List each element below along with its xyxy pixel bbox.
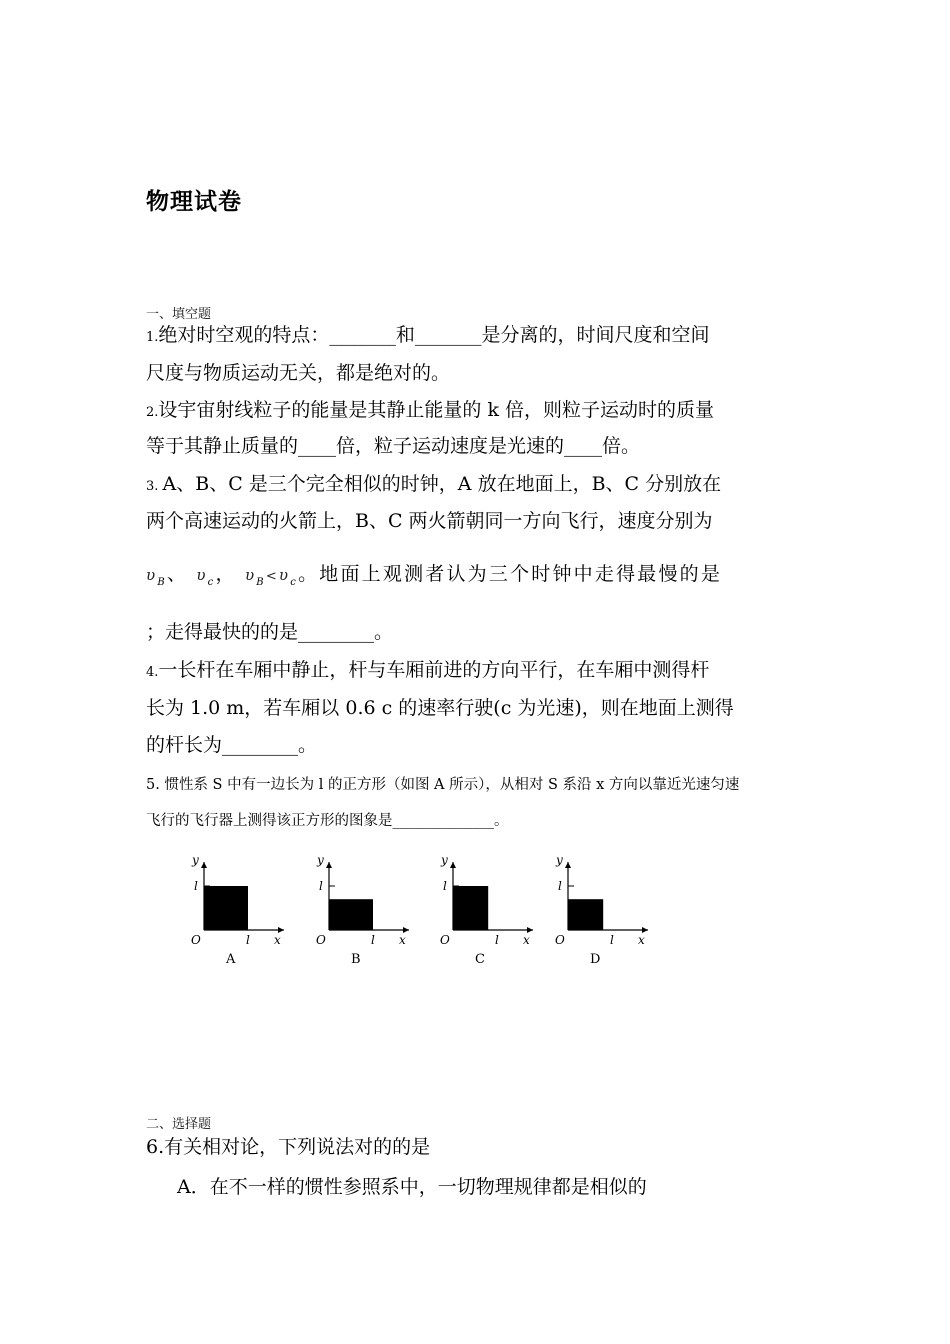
measured-square <box>329 899 373 930</box>
question-4-line-3 <box>146 733 317 757</box>
velocity-subscript: c <box>290 576 299 588</box>
question-3-line-2: 两个高速运动的火箭上，B、C 两火箭朝同一方向飞行，速度分别为 <box>146 510 713 532</box>
question-4-line-2: 长为 1.0 m，若车厢以 0.6 c 的速率行驶(c 为光速)，则在地面上测得 <box>146 697 734 719</box>
velocity-subscript: B <box>157 576 167 588</box>
origin-label: O <box>555 933 565 947</box>
x-length-label: l <box>495 933 499 947</box>
measured-square <box>453 886 488 930</box>
q2-text-b: 倍，粒子运动速度是光速的 <box>336 435 565 457</box>
velocity-symbol: υ <box>196 566 208 584</box>
q3-line4-b: 。 <box>374 621 394 643</box>
figure-label: C <box>475 952 485 967</box>
figure-label: A <box>226 952 236 967</box>
x-length-label: l <box>371 933 375 947</box>
x-axis-label: x <box>638 933 645 947</box>
q2-line1: 设宇宙射线粒子的能量是其静止能量的 k 倍，则粒子运动时的质量 <box>158 399 715 421</box>
question-number: 2. <box>146 405 159 420</box>
figure-label: B <box>351 952 361 967</box>
question-6-stem: 6.有关相对论，下列说法对的的是 <box>146 1136 431 1158</box>
q1-mid: 和 <box>395 324 415 346</box>
velocity-subscript: c <box>207 576 216 588</box>
answer-blank-1[interactable]: _______ <box>329 324 396 346</box>
y-axis-label: y <box>556 853 563 867</box>
q4-line1: 一长杆在车厢中静止，杆与车厢前进的方向平行，在车厢中测得杆 <box>158 659 710 681</box>
y-length-label: l <box>558 879 562 893</box>
answer-blank-5[interactable]: ________ <box>298 621 375 643</box>
question-number: 1. <box>146 330 159 345</box>
page-title: 物理试卷 <box>146 188 242 215</box>
x-axis-label: x <box>274 933 281 947</box>
y-axis-label: y <box>317 853 324 867</box>
origin-label: O <box>191 933 201 947</box>
figure-label: D <box>590 952 601 967</box>
question-1-line-1 <box>146 323 709 350</box>
q5-line2-b: 。 <box>494 813 509 829</box>
q4-line3-b: 。 <box>298 734 318 756</box>
y-axis-arrow <box>450 862 456 868</box>
section-heading-fill-in: 一、填空题 <box>146 307 212 322</box>
question-3-line-3 <box>146 562 722 595</box>
question-5-line-2 <box>146 809 509 830</box>
question-2-line-2 <box>146 434 640 458</box>
q1-text-b: 是分离的，时间尺度和空间 <box>481 324 710 346</box>
origin-label: O <box>316 933 326 947</box>
answer-blank-6[interactable]: ________ <box>222 734 299 756</box>
question-5-line-1: 5. 惯性系 S 中有一边长为 l 的正方形（如图 A 所示），从相对 S 系沿 x 方向以靠近光速匀速 <box>146 777 740 793</box>
x-length-label: l <box>610 933 614 947</box>
question-number: 3. <box>146 479 163 494</box>
q2-text-a: 等于其静止质量的 <box>146 435 299 457</box>
x-length-label: l <box>246 933 250 947</box>
question-number: 4. <box>146 665 159 680</box>
figure-a <box>188 852 298 970</box>
y-axis-label: y <box>441 853 448 867</box>
x-axis-label: x <box>399 933 406 947</box>
measured-square <box>204 886 248 930</box>
answer-blank-7[interactable]: ______________ <box>392 813 494 829</box>
y-axis-label: y <box>192 853 199 867</box>
question-4-line-1 <box>146 658 709 685</box>
y-axis-arrow <box>326 862 332 868</box>
velocity-symbol: υ <box>244 566 257 584</box>
y-length-label: l <box>443 879 447 893</box>
velocity-subscript: B <box>256 576 266 588</box>
q3-line4-a: ；走得最快的的是 <box>146 621 299 643</box>
origin-label: O <box>440 933 450 947</box>
question-6-option-a[interactable]: A．在不一样的惯性参照系中，一切物理规律都是相似的 <box>177 1176 647 1198</box>
figure-d <box>552 852 662 970</box>
measured-square <box>568 899 603 930</box>
q5-line2-a: 飞行的飞行器上测得该正方形的图象是 <box>146 813 393 829</box>
y-length-label: l <box>194 879 198 893</box>
answer-blank-3[interactable]: ____ <box>298 435 337 457</box>
y-length-label: l <box>319 879 323 893</box>
q3-line1: A、B、C 是三个完全相似的时钟，A 放在地面上，B、C 分别放在 <box>162 473 722 495</box>
q4-line3-a: 的杆长为 <box>146 734 223 756</box>
q3-line3-text: 。地面上观测者认为三个时钟中走得最慢的是 <box>298 563 723 585</box>
q1-text-a: 绝对时空观的特点： <box>158 324 330 346</box>
y-axis-arrow <box>565 862 571 868</box>
section-heading-choice: 二、选择题 <box>146 1117 212 1132</box>
velocity-symbol: υ <box>278 566 291 584</box>
answer-blank-2[interactable]: _______ <box>414 324 482 346</box>
q2-text-c: 倍。 <box>602 435 641 457</box>
q3-sep1: 、 <box>166 563 189 585</box>
y-axis-arrow <box>201 862 207 868</box>
question-3-line-4 <box>146 620 393 644</box>
x-axis-label: x <box>523 933 530 947</box>
answer-blank-4[interactable]: ____ <box>564 435 603 457</box>
velocity-symbol: υ <box>146 566 158 584</box>
question-1-line-2: 尺度与物质运动无关，都是绝对的。 <box>146 362 451 384</box>
question-2-line-1 <box>146 398 714 425</box>
less-than-symbol: < <box>265 569 279 584</box>
figure-c <box>437 852 547 970</box>
question-3-line-1 <box>146 472 721 499</box>
figure-b <box>313 852 423 970</box>
q3-sep2: ， <box>215 563 237 585</box>
